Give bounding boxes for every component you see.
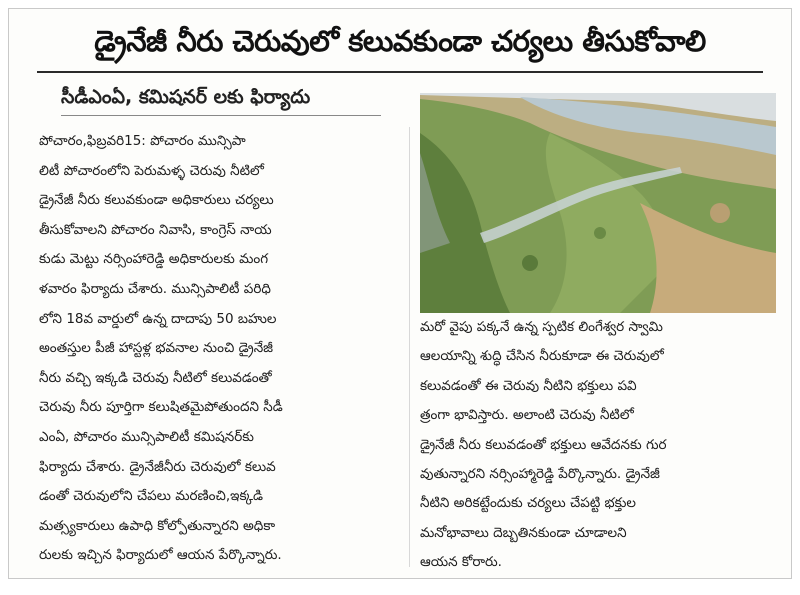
caption-line: కలువడంతో ఈ చెరువు నీటిని భక్తులు పవి [420,377,637,394]
body-line: అంతస్తుల పీజీ హాస్టళ్ల భవనాల నుంచి డ్రైనేజీ [39,340,274,357]
body-line: నీరు వచ్చి ఇక్కడి చెరువు నీటిలో కలువడంతో [39,369,272,386]
body-line: డ్రైనేజీ నీరు కలువకుండా అధికారులు చర్యలు [39,192,274,209]
body-line: ళవారం ఫిర్యాదు చేశారు. మున్సిపాలిటీ పరిధి [39,280,271,297]
subhead-underline [61,115,381,116]
caption-line: మనోభావాలు దెబ్బతినకుండా చూడాలని [420,524,627,541]
body-line: పోచారం,ఫిబ్రవరి15: పోచారం మున్సిపా [39,133,246,149]
body-line: మత్స్యకారులు ఉపాధి కోల్పోతున్నారని అధికా [39,517,276,534]
column-divider [409,127,410,567]
caption-line: డ్రైనేజీ నీరు కలువడంతో భక్తులు ఆవేదనకు గుర [420,436,667,453]
photo-caption [420,313,776,578]
lake-photo-illustration [420,93,776,313]
caption-line: వుతున్నారని నర్సింహ్మారెడ్డి పేర్కొన్నారు. డ్రైనేజీ [420,465,660,482]
subheadline: సీడీఎంఏ, కమిషనర్ లకు ఫిర్యాదు [61,86,311,108]
caption-line: మరో వైపు పక్కనే ఉన్న స్పటిక లింగేశ్వర స్వామి [420,319,663,335]
article-body [39,127,399,571]
body-line: రులకు ఇచ్చిన ఫిర్యాదులో ఆయన పేర్కొన్నారు. [39,547,282,564]
caption-line: ఆలయాన్ని శుద్ధి చేసిన నీరుకూడా ఈ చెరువులో [420,348,664,365]
body-line: తీసుకోవాలని పోచారం నివాసి, కాంగ్రెస్ నాయ [39,221,272,238]
body-line: లిటీ పోచారంలోని పెరుమళ్ళ చెరువు నీటిలో [39,162,264,179]
caption-line: ఆయన కోరారు. [420,554,502,571]
news-clipping [8,8,792,579]
body-line: డంతో చెరువులోని చేపలు మరణించి,ఇక్కడి [39,488,263,505]
headline: డ్రైనేజీ నీరు చెరువులో కలువకుండా చర్యలు తీసుకోవాలి [94,24,706,58]
body-line: చెరువు నీరు పూర్తిగా కలుషితమైపోతుందని సీడీ [39,399,283,416]
caption-line: నీటిని అరికట్టేందుకు చర్యలు చేపట్టి భక్తుల [420,495,636,512]
lake-photo [420,93,776,313]
body-line: కుడు మెట్టు నర్సింహారెడ్డి అధికారులకు మంగ [39,251,269,268]
body-line: ఫిర్యాదు చేశారు. డ్రైనేజీనీరు చెరువులో కలువ [39,458,276,475]
body-line: లోని 18వ వార్డులో ఉన్న దాదాపు 50 బహుల [39,310,277,327]
caption-line: త్రంగా భావిస్తారు. అలాంటి చెరువు నీటిలో [420,407,634,424]
headline-rule [37,71,763,73]
body-line: ఎంఏ, పోచారం మున్సిపాలిటీ కమిషనర్‌కు [39,428,254,445]
